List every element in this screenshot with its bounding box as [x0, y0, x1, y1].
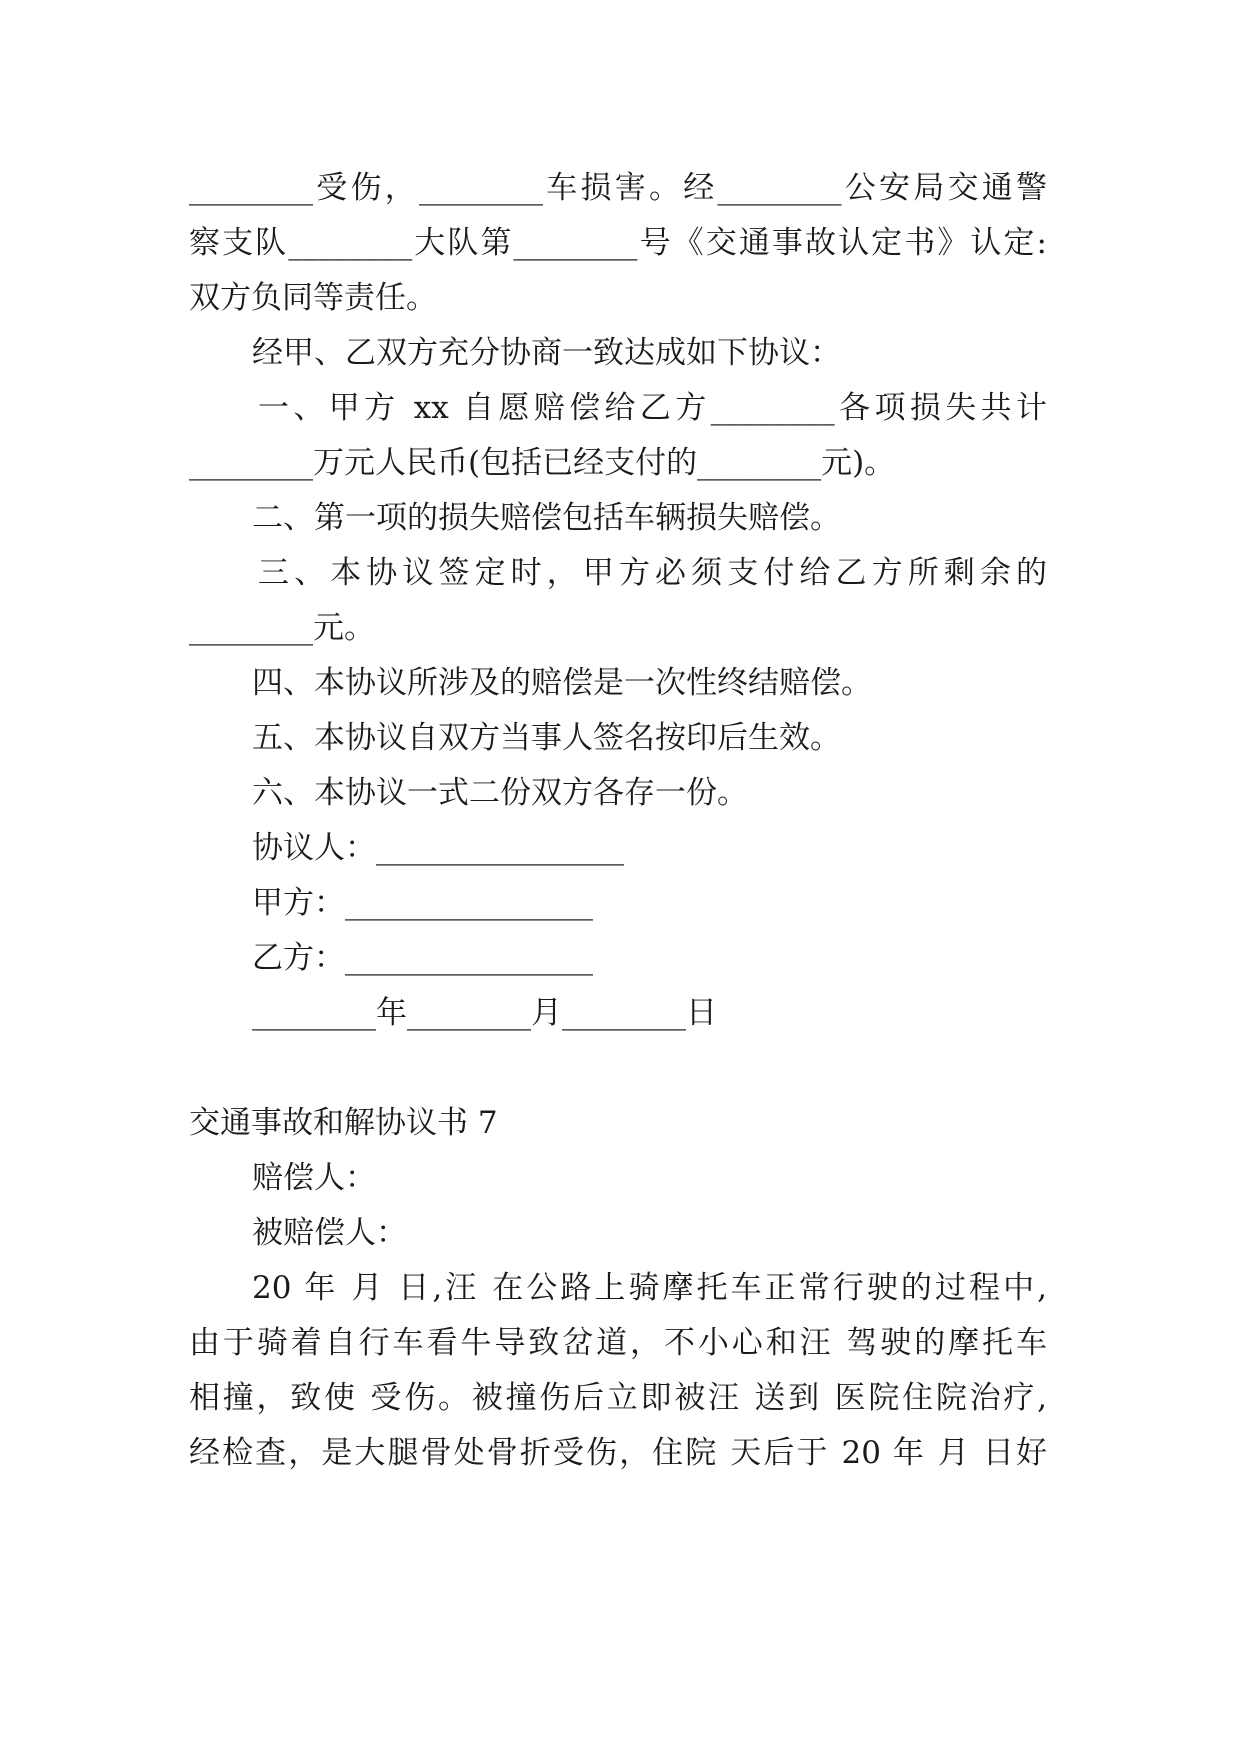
item-1-line-1: 一、甲方 xx 自愿赔偿给乙方________各项损失共计 — [258, 390, 1047, 426]
item-3-line-2: ________元。 — [189, 610, 375, 646]
item-4: 四、本协议所涉及的赔偿是一次性终结赔偿。 — [252, 665, 872, 701]
item-1-line-2: ________万元人民币(包括已经支付的________元)。 — [189, 445, 896, 481]
compensator-line: 赔偿人： — [252, 1160, 376, 1196]
item-5: 五、本协议自双方当事人签名按印后生效。 — [252, 720, 841, 756]
accident-para-line-1: ________受伤，________车损害。经________公安局交通警 — [189, 170, 1047, 206]
item-2: 二、第一项的损失赔偿包括车辆损失赔偿。 — [252, 500, 841, 536]
accident-para-line-2: 察支队________大队第________号《交通事故认定书》认定: — [189, 225, 1047, 261]
accident-para-line-3: 双方负同等责任。 — [189, 280, 437, 316]
compensated-line: 被赔偿人： — [252, 1215, 407, 1251]
signer-line: 协议人：________________ — [252, 830, 624, 866]
section-7-body-line-3: 相撞，致使 受伤。被撞伤后立即被汪 送到 医院住院治疗, — [189, 1380, 1047, 1416]
section-7-body-line-4: 经检查，是大腿骨处骨折受伤，住院 天后于 20 年 月 日好 — [189, 1435, 1047, 1471]
party-a-line: 甲方：________________ — [252, 885, 593, 921]
item-3-line-1: 三、本协议签定时，甲方必须支付给乙方所剩余的 — [258, 555, 1047, 591]
item-6: 六、本协议一式二份双方各存一份。 — [252, 775, 748, 811]
section-7-title: 交通事故和解协议书 7 — [189, 1105, 498, 1141]
agreement-intro: 经甲、乙双方充分协商一致达成如下协议： — [252, 335, 841, 371]
date-line: ________年________月________日 — [252, 995, 717, 1031]
section-7-body-line-2: 由于骑着自行车看牛导致岔道，不小心和汪 驾驶的摩托车 — [189, 1325, 1047, 1361]
party-b-line: 乙方：________________ — [252, 940, 593, 976]
section-7-body-line-1: 20 年 月 日,汪 在公路上骑摩托车正常行驶的过程中, — [252, 1270, 1047, 1306]
